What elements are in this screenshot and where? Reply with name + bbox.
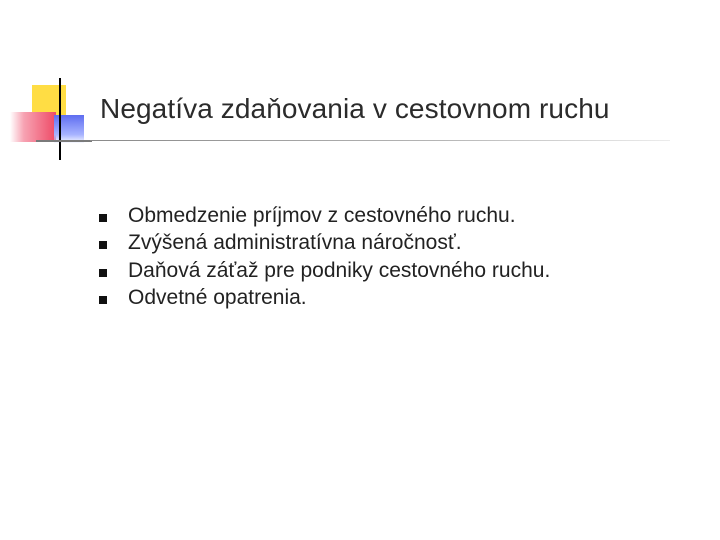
- bullet-list: [99, 202, 550, 312]
- square-bullet-icon: [99, 296, 107, 304]
- decorative-logo: [0, 0, 110, 170]
- slide-title: Negatíva zdaňovania v cestovnom ruchu: [100, 93, 610, 124]
- vertical-rule: [59, 78, 61, 160]
- bullet-item: [99, 202, 550, 230]
- title-underline: [90, 140, 670, 141]
- square-bullet-icon: [99, 269, 107, 277]
- bullet-item: [99, 257, 550, 285]
- red-square: [10, 112, 56, 142]
- square-bullet-icon: [99, 214, 107, 222]
- bullet-text: Daňová záťaž pre podniky cestovného ruchu.: [128, 258, 551, 282]
- bullet-text: Odvetné opatrenia.: [128, 286, 307, 310]
- square-bullet-icon: [99, 241, 107, 249]
- logo-horizontal-rule: [36, 140, 92, 142]
- bullet-item: [99, 285, 550, 313]
- bullet-text: Obmedzenie príjmov z cestovného ruchu.: [128, 203, 516, 227]
- bullet-text: Zvýšená administratívna náročnosť.: [128, 231, 462, 255]
- bullet-item: [99, 230, 550, 258]
